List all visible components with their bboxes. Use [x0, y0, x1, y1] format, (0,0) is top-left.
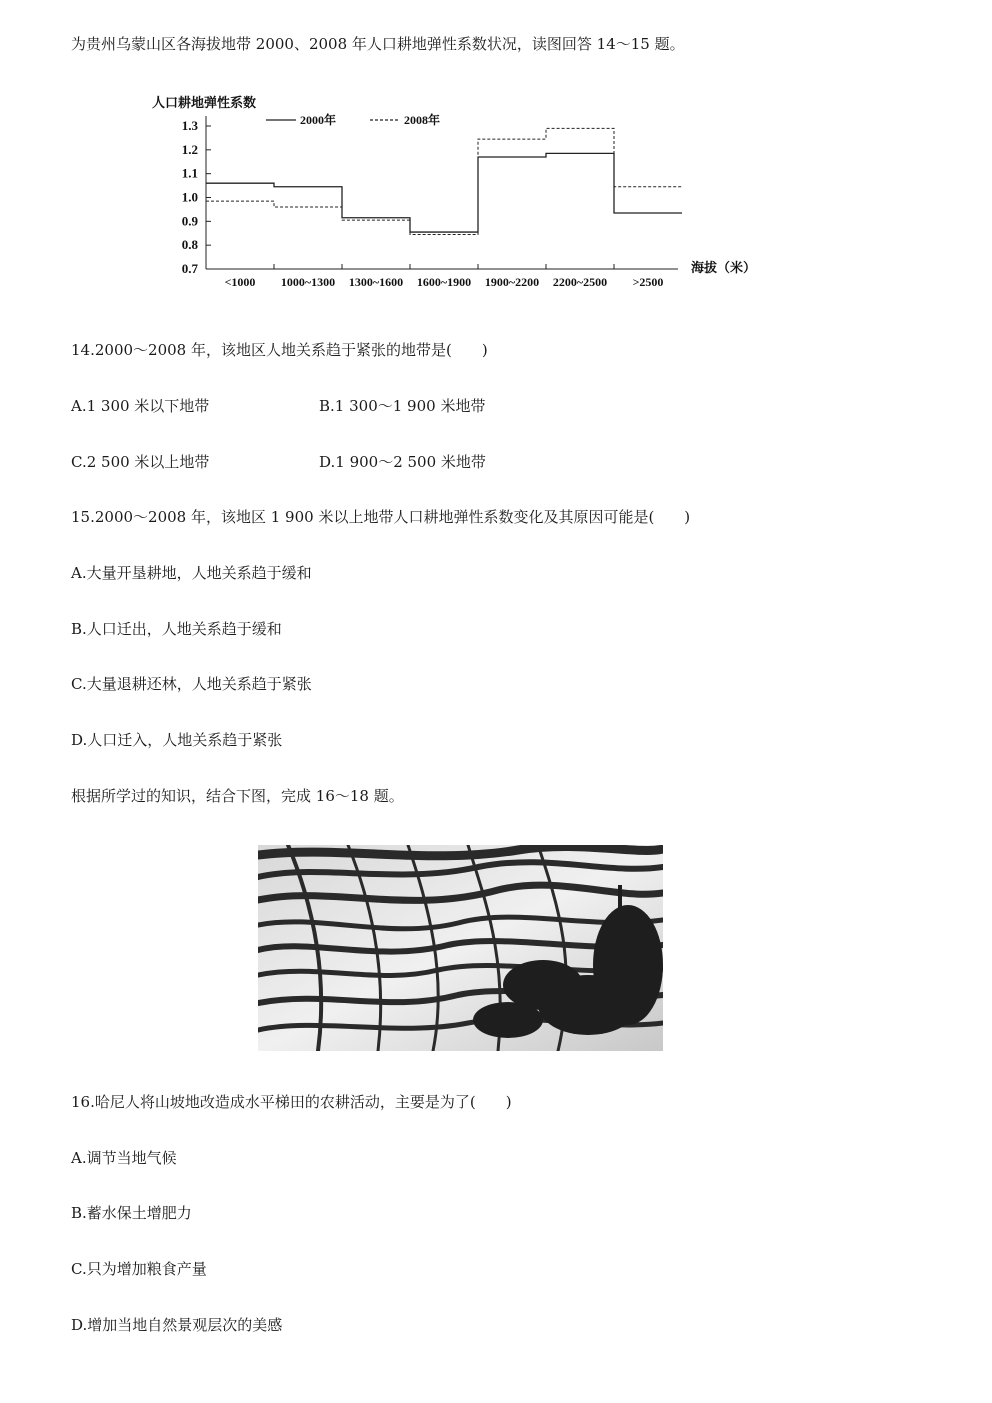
x-tick-label: 2200~2500 [552, 275, 608, 289]
chart-ticks [182, 118, 664, 289]
x-tick-label: >2500 [632, 275, 664, 289]
chart-legend [266, 112, 440, 127]
intro-text-1: 为贵州乌蒙山区各海拔地带 2000、2008 年人口耕地弹性系数状况，读图回答 14～15 题。 [71, 35, 685, 53]
q16-option-d[interactable]: D.增加当地自然景观层次的美感 [71, 1316, 283, 1334]
x-tick-label: 1600~1900 [416, 275, 472, 289]
chart-series [206, 128, 682, 234]
q16-option-a[interactable]: A.调节当地气候 [71, 1149, 177, 1167]
q15-option-c[interactable]: C.大量退耕还林，人地关系趋于紧张 [71, 675, 312, 693]
chart-axes [206, 116, 678, 269]
y-tick-label: 0.7 [181, 261, 198, 276]
legend-label-1: 2008年 [404, 113, 441, 127]
q15-option-a[interactable]: A.大量开垦耕地，人地关系趋于缓和 [71, 564, 312, 582]
y-tick-label: 1.0 [181, 189, 198, 205]
q16-option-c[interactable]: C.只为增加粮食产量 [71, 1260, 207, 1278]
y-tick-label: 1.2 [181, 141, 198, 157]
intro-text-2: 根据所学过的知识，结合下图，完成 16～18 题。 [71, 787, 404, 805]
terrace-photo [258, 845, 663, 1051]
series-line-1 [206, 128, 682, 234]
q16-stem: 16.哈尼人将山坡地改造成水平梯田的农耕活动，主要是为了( ) [71, 1093, 512, 1111]
series-line-0 [206, 153, 682, 232]
y-tick-label: 0.8 [181, 237, 198, 253]
q14-stem: 14.2000～2008 年，该地区人地关系趋于紧张的地带是( ) [71, 341, 488, 359]
y-tick-label: 0.9 [181, 213, 198, 229]
y-axis-label: 人口耕地弹性系数 [152, 95, 257, 110]
x-axis-label: 海拔（米） [691, 260, 757, 275]
q15-stem: 15.2000～2008 年，该地区 1 900 米以上地带人口耕地弹性系数变化及其原因可能是( ) [71, 508, 691, 526]
q15-option-d[interactable]: D.人口迁入，人地关系趋于紧张 [71, 731, 283, 749]
x-tick-label: 1000~1300 [280, 275, 336, 289]
q14-option-c[interactable]: C.2 500 米以上地带 [71, 453, 210, 471]
q14-option-a[interactable]: A.1 300 米以下地带 [71, 397, 210, 415]
q14-option-d[interactable]: D.1 900～2 500 米地带 [319, 453, 486, 471]
x-tick-label: 1900~2200 [484, 275, 540, 289]
y-tick-label: 1.1 [181, 165, 198, 181]
q16-option-b[interactable]: B.蓄水保土增肥力 [71, 1204, 192, 1222]
elasticity-chart [140, 88, 780, 298]
q14-option-b[interactable]: B.1 300～1 900 米地带 [319, 397, 486, 415]
legend-label-0: 2000年 [300, 113, 337, 127]
y-tick-label: 1.3 [181, 118, 198, 133]
q15-option-b[interactable]: B.人口迁出，人地关系趋于缓和 [71, 620, 282, 638]
x-tick-label: <1000 [224, 275, 256, 289]
x-tick-label: 1300~1600 [348, 275, 404, 289]
